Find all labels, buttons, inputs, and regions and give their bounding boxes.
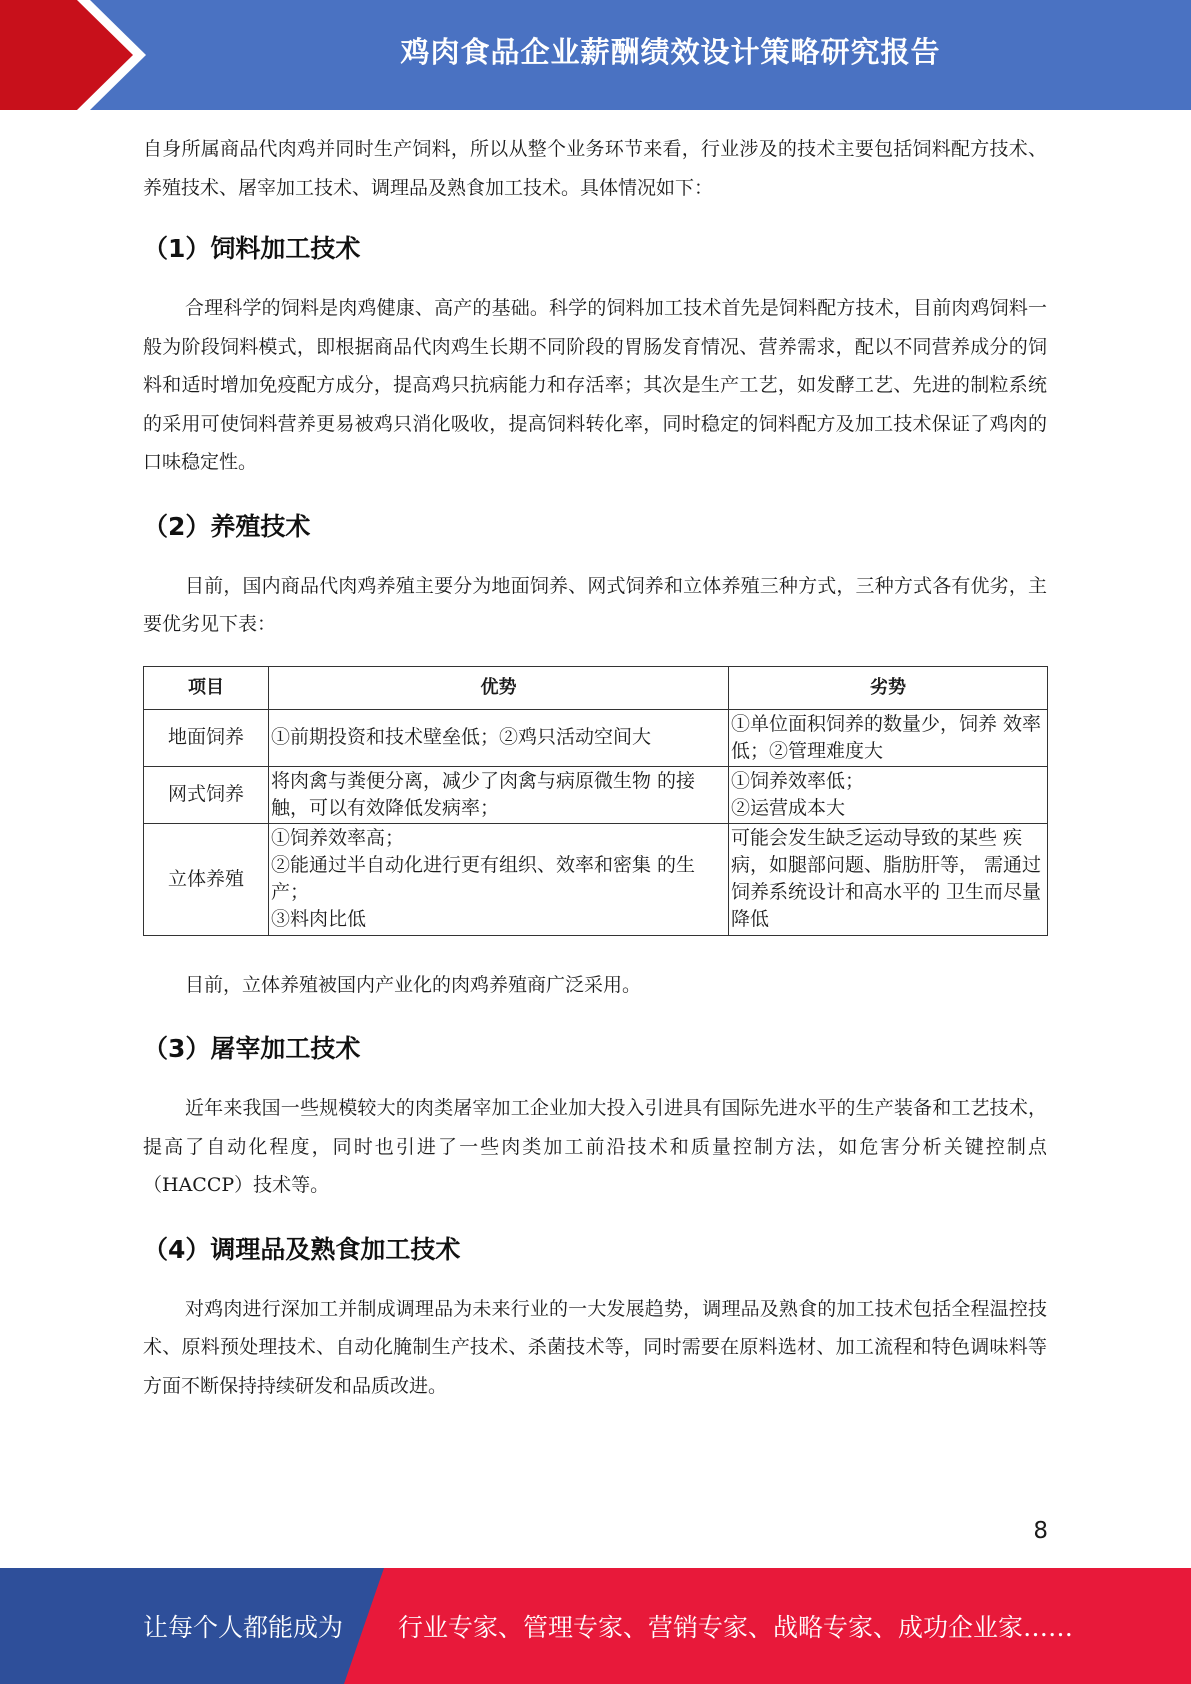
table-row xyxy=(144,823,1048,935)
advantage-line: ③料肉比低 xyxy=(271,908,367,930)
breeding-paragraph: 目前，国内商品代肉鸡养殖主要分为地面饲养、网式饲养和立体养殖三种方式，三种方式各有优劣，主要优劣见下表： xyxy=(143,574,1047,635)
page-header xyxy=(0,0,1191,110)
disadvantage-line: ①饲养效率低； xyxy=(731,769,865,792)
row-disadvantage xyxy=(729,823,1048,935)
footer-slogan-left: 让每个人都能成为 xyxy=(143,1613,344,1642)
row-item: 地面饲养 xyxy=(144,709,269,766)
table-row xyxy=(144,709,1048,766)
advantage-line: ①饲养效率高； xyxy=(271,827,405,849)
advantage-line: ①前期投资和技术壁垒低；②鸡只活动空间大 xyxy=(271,726,652,748)
row-disadvantage xyxy=(729,766,1048,823)
section-heading-breeding: （2）养殖技术 xyxy=(143,511,311,541)
feed-paragraph: 合理科学的饲料是肉鸡健康、高产的基础。科学的饲料加工技术首先是饲料配方技术，目前肉鸡饲料一般为阶段饲料模式，即根据商品代肉鸡生长期不同阶段的胃肠发育情况、营养需求，配以不同营养成分的饲料和适时增加免疫配方成分，提高鸡只抗病能力和存活率；其次是生产工艺，如发酵工艺、先进的制粒系统的采用可使饲料营养更易被鸡只消化吸收，提高饲料转化率，同时稳定的饲料配方及加工技术保证了鸡肉的口味稳定性。 xyxy=(143,297,1047,473)
report-title: 鸡肉食品企业薪酬绩效设计策略研究报告 xyxy=(400,34,941,69)
slaughter-paragraph: 近年来我国一些规模较大的肉类屠宰加工企业加大投入引进具有国际先进水平的生产装备和工艺技术，提高了自动化程度，同时也引进了一些肉类加工前沿技术和质量控制方法，如危害分析关键控制点（HACCP）技术等。 xyxy=(143,1097,1047,1196)
row-disadvantage xyxy=(729,709,1048,766)
table-header-disadvantage: 劣势 xyxy=(729,666,1048,709)
advantage-line: 将肉禽与粪便分离，减少了肉禽与病原微生物 的接触，可以有效降低发病率； xyxy=(271,769,696,819)
row-advantage xyxy=(269,766,729,823)
breeding-conclusion: 目前，立体养殖被国内产业化的肉鸡养殖商广泛采用。 xyxy=(185,973,642,996)
row-item: 网式饲养 xyxy=(144,766,269,823)
prepared-food-paragraph: 对鸡肉进行深加工并制成调理品为未来行业的一大发展趋势，调理品及熟食的加工技术包括全程温控技术、原料预处理技术、自动化腌制生产技术、杀菌技术等，同时需要在原料选材、加工流程和特色调味料等方面不断保持持续研发和品质改进。 xyxy=(143,1297,1047,1397)
row-advantage xyxy=(269,709,729,766)
page-content xyxy=(143,130,1047,1405)
section-heading-slaughter: （3）屠宰加工技术 xyxy=(143,1034,361,1063)
disadvantage-line: ②运营成本大 xyxy=(731,796,846,819)
row-item: 立体养殖 xyxy=(144,823,269,935)
section-heading-prepared-food: （4）调理品及熟食加工技术 xyxy=(143,1234,461,1264)
table-row xyxy=(144,766,1048,823)
table-header-row xyxy=(144,666,1048,709)
intro-paragraph: 自身所属商品代肉鸡并同时生产饲料，所以从整个业务环节来看，行业涉及的技术主要包括饲料配方技术、养殖技术、屠宰加工技术、调理品及熟食加工技术。具体情况如下： xyxy=(143,138,1047,199)
chevron-arrow-icon xyxy=(0,0,160,110)
breeding-comparison-table xyxy=(143,666,1048,936)
advantage-line: ②能通过半自动化进行更有组织、效率和密集 的生产； xyxy=(271,854,696,903)
page-footer xyxy=(0,1568,1191,1684)
disadvantage-line: ①单位面积饲养的数量少，饲养 效率低；②管理难度大 xyxy=(731,712,1042,762)
disadvantage-line: 可能会发生缺乏运动导致的某些 疾病，如腿部问题、脂肪肝等， 需通过饲养系统设计和高水平的 卫生而尽量降低 xyxy=(731,827,1042,930)
row-advantage xyxy=(269,823,729,935)
page-number: 8 xyxy=(1033,1518,1048,1544)
section-heading-feed: （1）饲料加工技术 xyxy=(143,234,361,263)
table-header-item: 项目 xyxy=(144,666,269,709)
footer-slogan-right: 行业专家、管理专家、营销专家、战略专家、成功企业家…… xyxy=(398,1613,1074,1642)
table-header-advantage: 优势 xyxy=(269,666,729,709)
